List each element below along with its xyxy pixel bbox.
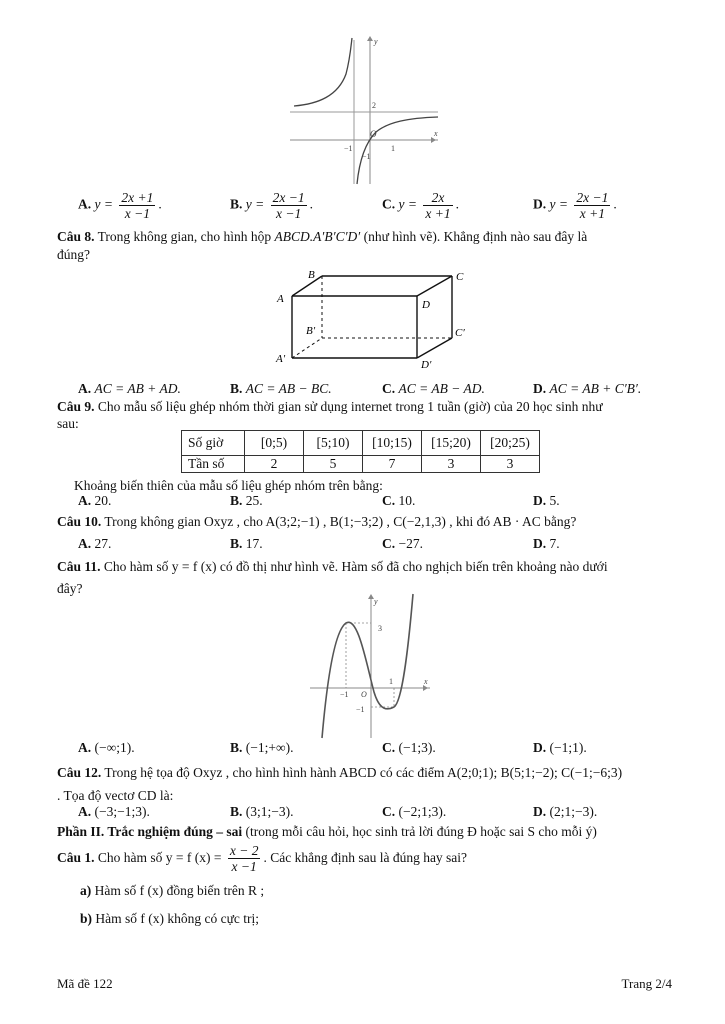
q11-option-c[interactable]: C. (−1;3). — [382, 740, 436, 755]
q12-option-a[interactable]: A. (−3;−1;3). — [78, 804, 150, 819]
p2q1-statement-a[interactable]: a) Hàm số f (x) đồng biến trên R ; — [80, 883, 265, 898]
q11-text-line2: đây? — [57, 581, 83, 596]
q11-tick-1: 1 — [389, 677, 393, 686]
q7-axis-x: x — [434, 129, 438, 138]
q8-option-a[interactable]: A. AC = AB + AD. — [78, 381, 181, 396]
q9-option-d[interactable]: D. 5. — [533, 493, 560, 508]
q10-option-a[interactable]: A. 27. — [78, 536, 112, 551]
vertex-b1: B′ — [306, 325, 316, 337]
q9-option-a[interactable]: A. 20. — [78, 493, 112, 508]
table-row: Tần số 2 5 7 3 3 — [182, 456, 540, 473]
q11-tick-neg1x: −1 — [340, 690, 349, 699]
vertex-c1: C′ — [455, 327, 465, 339]
q10-option-d[interactable]: D. 7. — [533, 536, 560, 551]
q12-option-c[interactable]: C. (−2;1;3). — [382, 804, 447, 819]
q11-origin: O — [361, 690, 367, 699]
q12-text-line1: Câu 12. Trong hệ tọa độ Oxyz , cho hình hình hành ABCD có các điểm A(2;0;1); B(5;1;−2); C(−1;−6;3) — [57, 765, 623, 780]
q12-option-b[interactable]: B. (3;1;−3). — [230, 804, 294, 819]
part2-heading: Phần II. Trắc nghiệm đúng – sai (trong mỗi câu hỏi, học sinh trả lời đúng Đ hoặc sai S cho mỗi ý) — [57, 824, 597, 839]
q8-option-b[interactable]: B. AC = AB − BC. — [230, 381, 332, 396]
q9-text-line2: sau: — [57, 416, 79, 431]
vertex-a: A — [277, 293, 284, 305]
q11-option-b[interactable]: B. (−1;+∞). — [230, 740, 294, 755]
p2q1-statement-b[interactable]: b) Hàm số f (x) không có cực trị; — [80, 911, 260, 926]
q11-option-d[interactable]: D. (−1;1). — [533, 740, 587, 755]
q11-axis-x: x — [424, 677, 428, 686]
q10-option-b[interactable]: B. 17. — [230, 536, 263, 551]
q11-tick-neg1y: −1 — [356, 705, 365, 714]
q11-axis-y: y — [374, 597, 378, 606]
q11-tick-3: 3 — [378, 624, 382, 633]
vertex-a1: A′ — [276, 353, 286, 365]
q9-question: Khoảng biến thiên của mẫu số liệu ghép nhóm trên bằng: — [74, 478, 383, 493]
q7-tick-neg1x: −1 — [344, 144, 353, 153]
q7-tick-2: 2 — [372, 101, 376, 110]
vertex-c: C — [456, 271, 464, 283]
q11-cubic-graph — [308, 592, 438, 740]
q11-text-line1: Câu 11. Cho hàm số y = f (x) có đồ thị như hình vẽ. Hàm số đã cho nghịch biến trên khoảng nào dưới — [57, 559, 608, 574]
q7-graph — [288, 34, 448, 186]
q9-option-c[interactable]: C. 10. — [382, 493, 416, 508]
q8-box-figure — [272, 266, 472, 370]
q7-tick-neg1y: −1 — [362, 152, 371, 161]
q7-tick-1: 1 — [391, 144, 395, 153]
q8-option-d[interactable]: D. AC = AB + C′B′. — [533, 381, 642, 396]
q7-axis-y: y — [374, 37, 378, 46]
q7-option-b[interactable]: B. y = $\frac{2x -1}{x -1}$ . — [230, 190, 313, 221]
q8-option-c[interactable]: C. AC = AB − AD. — [382, 381, 485, 396]
q11-option-a[interactable]: A. (−∞;1). — [78, 740, 135, 755]
q9-text-line1: Câu 9. Cho mẫu số liệu ghép nhóm thời gian sử dụng internet trong 1 tuần (giờ) của 20 học sinh như — [57, 399, 603, 414]
vertex-d1: D′ — [421, 359, 432, 370]
vertex-b: B — [308, 269, 315, 281]
exam-code: Mã đề 122 — [57, 976, 113, 991]
q7-option-c[interactable]: C. y = $\frac{2x}{x +1}$ . — [382, 190, 459, 221]
q7-option-d[interactable]: D. y = $\frac{2x -1}{x +1}$ . — [533, 190, 617, 221]
q9-option-b[interactable]: B. 25. — [230, 493, 263, 508]
q10-text: Câu 10. Trong không gian Oxyz , cho A(3;2;−1) , B(1;−3;2) , C(−2,1,3) , khi đó AB · AC bằng? — [57, 514, 577, 529]
p2q1-text: Câu 1. Cho hàm số y = f (x) = $\frac{x - 2}{x -1}$ . Các khẳng định sau là đúng hay sai? — [57, 843, 468, 875]
q10-option-c[interactable]: C. −27. — [382, 536, 423, 551]
q8-text-line2: đúng? — [57, 247, 90, 262]
q8-text-line1: Câu 8. Trong không gian, cho hình hộp ABCD.A′B′C′D′ (như hình vẽ). Khẳng định nào sau đây là — [57, 229, 588, 244]
page-number: Trang 2/4 — [621, 976, 672, 991]
table-row: Số giờ [0;5) [5;10) [10;15) [15;20) [20;25) — [182, 431, 540, 456]
q7-origin: O — [370, 129, 377, 139]
vertex-d: D — [422, 299, 430, 311]
q9-frequency-table — [181, 430, 540, 473]
q12-text-line2: . Tọa độ vectơ CD là: — [57, 788, 174, 803]
q12-option-d[interactable]: D. (2;1;−3). — [533, 804, 598, 819]
q7-option-a[interactable]: A. y = $\frac{2x +1}{x -1}$ . — [78, 190, 162, 221]
